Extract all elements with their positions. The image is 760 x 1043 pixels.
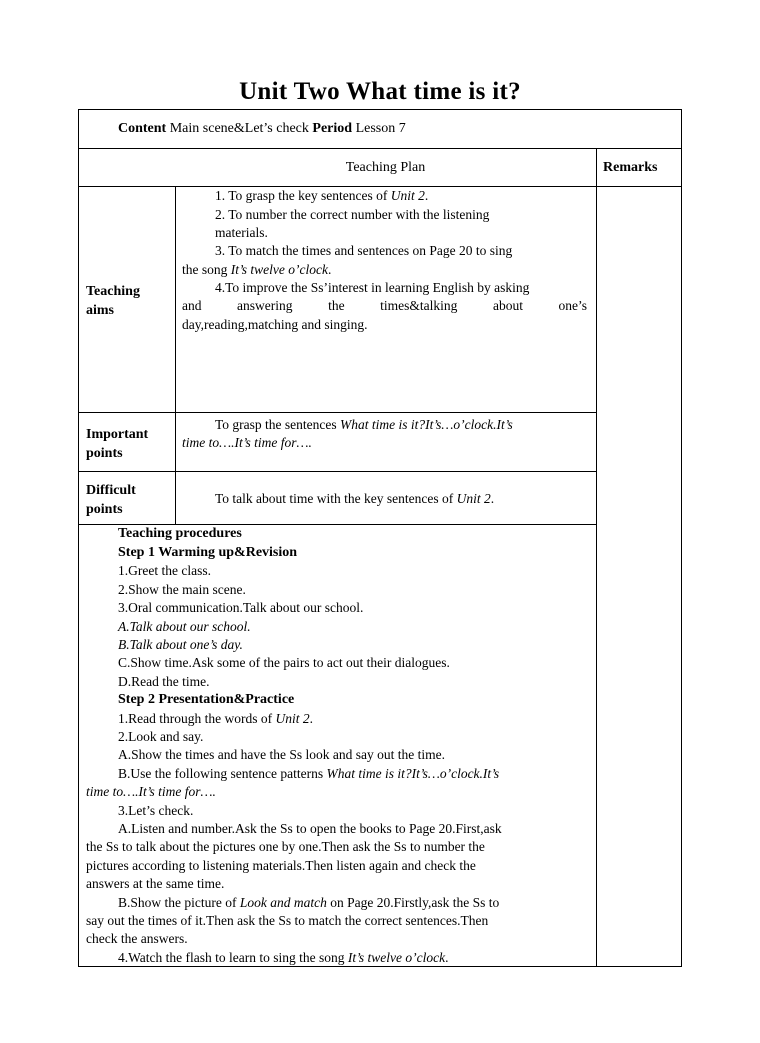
aim-item-3: 3. To match the times and sentences on Page 20 to sing xyxy=(215,243,513,258)
important-label xyxy=(86,425,148,463)
step-text: 1.Read through the words of xyxy=(118,711,276,726)
step-2-subitem xyxy=(118,765,499,783)
aim-text: . xyxy=(424,188,429,203)
important-line-1 xyxy=(215,416,513,434)
step-text: . xyxy=(445,950,449,965)
step-2-subitem-cont: answers at the same time. xyxy=(86,876,225,891)
step-1-subitem: C.Show time.Ask some of the pairs to act out their dialogues. xyxy=(118,655,450,670)
step-2-subitem-cont: check the answers. xyxy=(86,931,188,946)
difficult-line xyxy=(215,490,494,508)
step-2-item: 3.Let’s check. xyxy=(118,803,194,818)
row-divider xyxy=(78,412,597,413)
period-label: Period xyxy=(312,121,353,136)
step-1-item: 1.Greet the class. xyxy=(118,563,211,578)
important-label-line: Important xyxy=(86,427,149,442)
step-2-subitem-cont: time to….It’s time for…. xyxy=(86,784,216,799)
column-divider xyxy=(175,186,176,524)
aim-italic: It’s twelve o’clock xyxy=(230,262,328,277)
step-italic: Unit 2 xyxy=(275,711,310,726)
step-italic: It’s twelve o’clock xyxy=(347,950,446,965)
important-label-line: points xyxy=(86,446,123,461)
aim-item-4-cont: and answering the times&talking about one’s xyxy=(182,298,587,313)
step-2-subitem-cont: the Ss to talk about the pictures one by one.Then ask the Ss to number the xyxy=(86,839,485,854)
content-label: Content xyxy=(118,121,167,136)
step-1-subitem: D.Read the time. xyxy=(118,674,210,689)
aim-text: 1. To grasp the key sentences of xyxy=(215,188,391,203)
step-2-subitem: A.Show the times and have the Ss look and say out the time. xyxy=(118,747,445,762)
step-text: on Page 20.Firstly,ask the Ss to xyxy=(326,895,500,910)
aim-text: . xyxy=(327,262,332,277)
aim-item-2-cont: materials. xyxy=(215,225,268,240)
important-text: To grasp the sentences xyxy=(215,417,341,432)
difficult-text: To talk about time with the key sentences of xyxy=(215,491,457,506)
aim-item-2: 2. To number the correct number with the listening xyxy=(215,207,490,222)
difficult-label-line: points xyxy=(86,502,123,517)
step-italic: Look and match xyxy=(239,895,327,910)
aims-label-line: Teaching xyxy=(86,284,140,299)
row-divider xyxy=(78,471,597,472)
step-2-item xyxy=(118,710,313,728)
step-2-subitem-cont: pictures according to listening materials.Then listen again and check the xyxy=(86,858,476,873)
difficult-label xyxy=(86,481,136,519)
step-1-item: 3.Oral communication.Talk about our school. xyxy=(118,600,364,615)
step-text: 4.Watch the flash to learn to sing the song xyxy=(118,950,348,965)
procedures-heading: Teaching procedures xyxy=(118,526,242,541)
content-value: Main scene&Let’s check xyxy=(169,121,309,136)
important-line-2: time to….It’s time for…. xyxy=(182,435,312,450)
page-title: Unit Two What time is it? xyxy=(239,78,521,105)
step-2-subitem xyxy=(118,894,499,912)
difficult-text: . xyxy=(490,491,495,506)
step-2-item: 2.Look and say. xyxy=(118,729,204,744)
difficult-label-line: Difficult xyxy=(86,483,136,498)
aim-italic: Unit 2 xyxy=(390,188,425,203)
difficult-italic: Unit 2 xyxy=(456,491,491,506)
row-divider xyxy=(78,148,682,149)
step-2-heading: Step 2 Presentation&Practice xyxy=(118,692,295,707)
step-text: B.Use the following sentence patterns xyxy=(118,766,327,781)
step-2-item xyxy=(118,949,448,967)
teaching-plan-header: Teaching Plan xyxy=(345,160,426,175)
period-value: Lesson 7 xyxy=(355,121,406,136)
step-2-subitem: A.Listen and number.Ask the Ss to open the books to Page 20.First,ask xyxy=(118,821,502,836)
step-2-subitem-cont: say out the times of it.Then ask the Ss to match the correct sentences.Then xyxy=(86,913,489,928)
step-1-heading: Step 1 Warming up&Revision xyxy=(118,545,298,560)
aim-item-3-cont xyxy=(182,261,331,279)
aim-item-4-end: day,reading,matching and singing. xyxy=(182,317,368,332)
aim-item-4: 4.To improve the Ss’interest in learning English by asking xyxy=(215,280,530,295)
aim-text: the song xyxy=(182,262,231,277)
step-1-subitem: B.Talk about one’s day. xyxy=(118,637,243,652)
aim-item-1 xyxy=(215,187,428,205)
important-italic: What time is it?It’s…o’clock.It’s xyxy=(340,417,513,432)
aims-label-line: aims xyxy=(86,303,114,318)
remarks-header: Remarks xyxy=(603,160,658,175)
content-row xyxy=(118,120,406,138)
step-text: B.Show the picture of xyxy=(118,895,240,910)
aims-label xyxy=(86,282,140,320)
step-1-item: 2.Show the main scene. xyxy=(118,582,246,597)
step-1-subitem: A.Talk about our school. xyxy=(118,619,251,634)
step-italic: What time is it?It’s…o’clock.It’s xyxy=(326,766,500,781)
column-divider xyxy=(596,148,597,967)
step-text: . xyxy=(309,711,313,726)
